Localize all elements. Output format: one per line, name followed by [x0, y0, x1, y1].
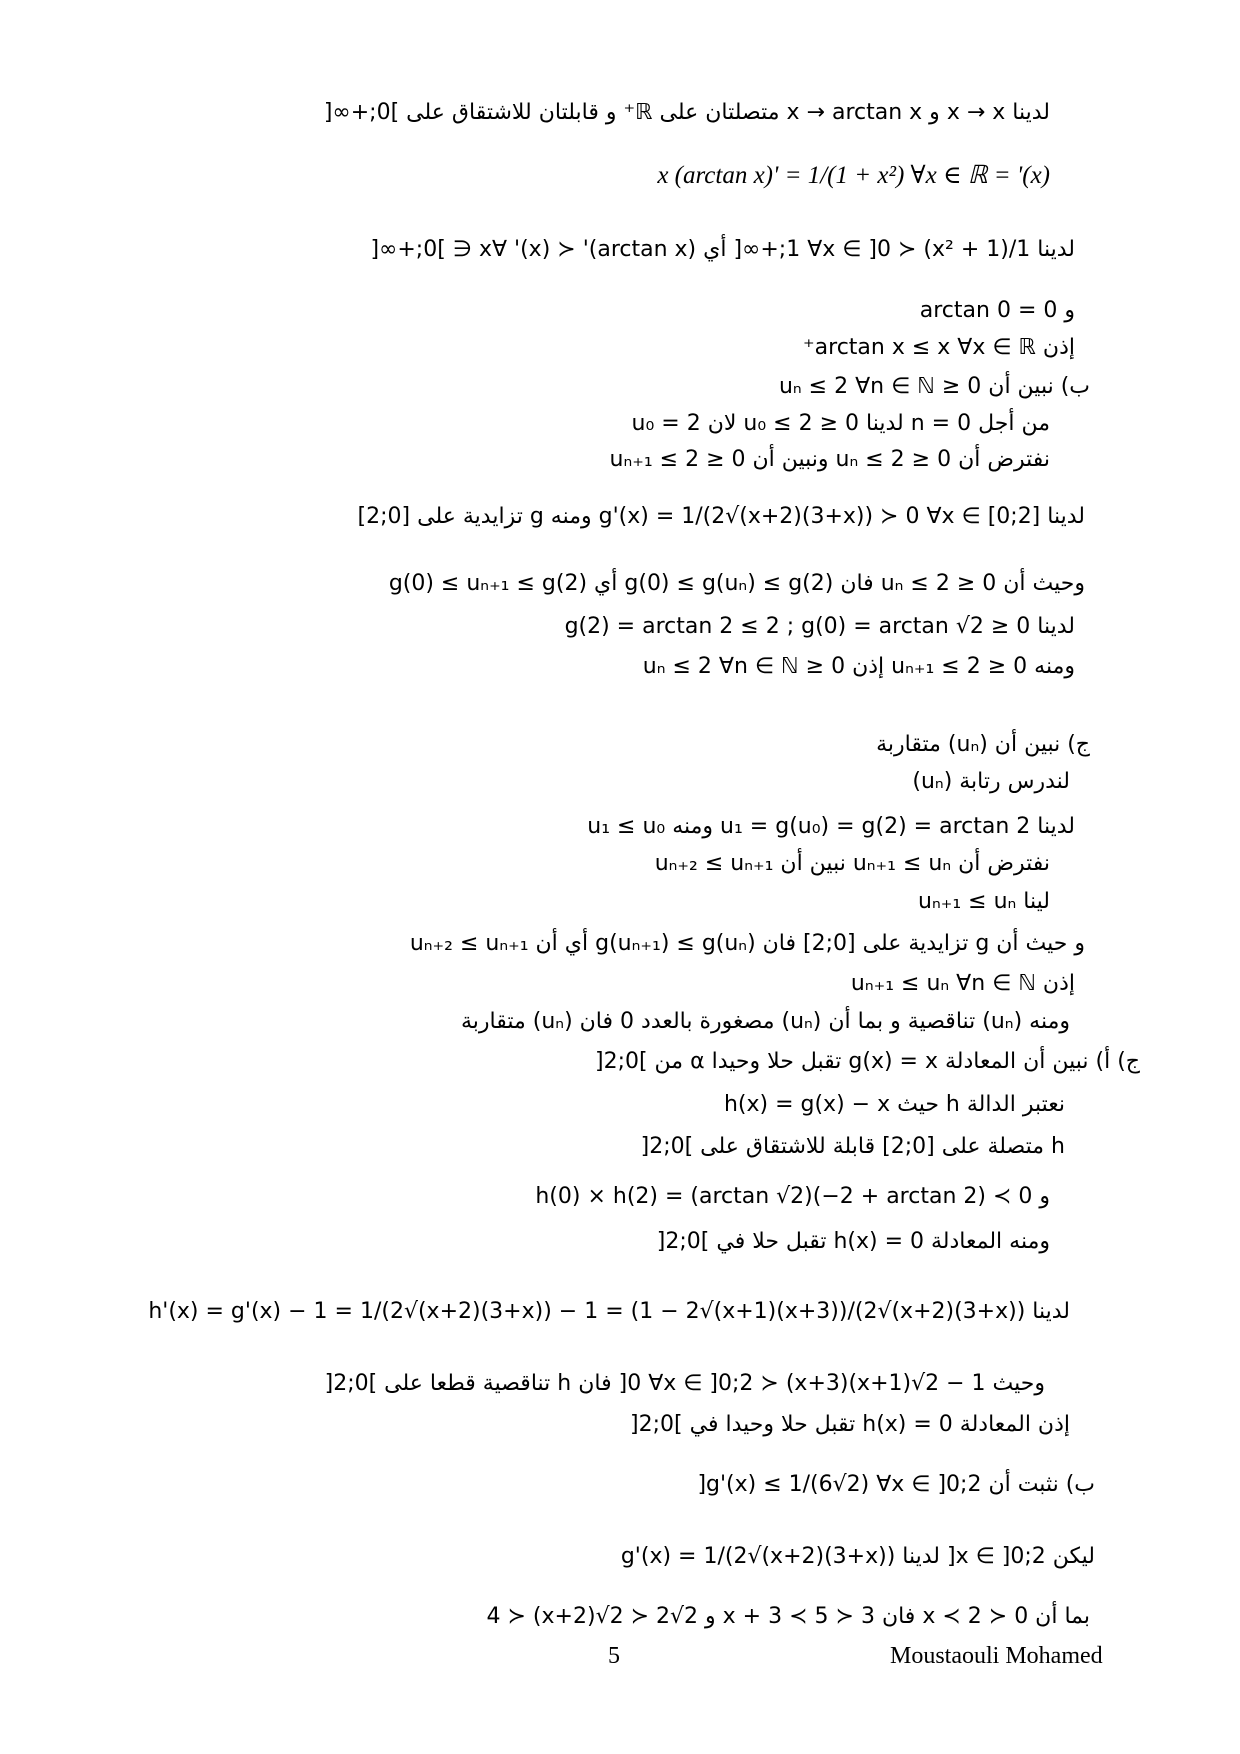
line-15: لدينا u₁ = g(u₀) = g(2) = arctan 2 ومنه u₁ ≤ u₀ — [587, 814, 1075, 839]
line-1: لدينا x → x و x → arctan x متصلتان على ℝ⁺ و قابلتان للاشتقاق على ]0;+∞[ — [323, 100, 1050, 125]
line-29: ب) نثبت أن g'(x) ≤ 1/(6√2) ∀x ∈ ]0;2[ — [697, 1472, 1095, 1497]
line-20: ومنه (uₙ) تناقصية و بما أن (uₙ) مصغورة بالعدد 0 فان (uₙ) متقاربة — [460, 1009, 1070, 1034]
line-7: من أجل n = 0 لدينا 0 ≤ u₀ ≤ 2 لان u₀ = 2 — [631, 411, 1050, 436]
line-9: لدينا g'(x) = 1/(2√(x+2)(3+x)) ≻ 0 ∀x ∈ [0;2] ومنه g تزايدية على [0;2] — [357, 504, 1085, 529]
line-19: إذن uₙ₊₁ ≤ uₙ ∀n ∈ ℕ — [850, 971, 1075, 996]
line-13: ج) نبين أن (uₙ) متقاربة — [876, 732, 1090, 757]
line-4: و arctan 0 = 0 — [919, 298, 1075, 323]
line-5: إذن arctan x ≤ x ∀x ∈ ℝ⁺ — [803, 335, 1075, 360]
line-16: نفترض أن uₙ₊₁ ≤ uₙ نبين أن uₙ₊₂ ≤ uₙ₊₁ — [654, 851, 1050, 876]
line-27: وحيث 1 − 2√(x+1)(x+3) ≺ 0 ∀x ∈ ]0;2[ فان h تناقصية قطعا على ]0;2[ — [324, 1371, 1045, 1396]
line-25: ومنه المعادلة h(x) = 0 تقبل حلا في ]0;2[ — [656, 1229, 1050, 1254]
line-26: لدينا h'(x) = g'(x) − 1 = 1/(2√(x+2)(3+x)) − 1 = (1 − 2√(x+1)(x+3))/(2√(x+2)(3+x)) — [148, 1299, 1070, 1324]
line-31: بما أن 0 ≺ x ≺ 2 فان 3 ≺ x + 3 ≺ 5 و 2√2 ≺ 2√(x+2) ≺ 4 — [486, 1604, 1090, 1629]
line-21: ج) أ) نبين أن المعادلة g(x) = x تقبل حلا وحيدا α من ]0;2[ — [594, 1049, 1140, 1074]
line-10: وحيث أن 0 ≤ uₙ ≤ 2 فان g(0) ≤ g(uₙ) ≤ g(2) أي g(0) ≤ uₙ₊₁ ≤ g(2) — [388, 571, 1085, 596]
line-3: لدينا 1/(1 + x²) ≺ 1 ∀x ∈ ]0;+∞[ أي (arctan x)' ≺ (x)' ∀x ∈ ]0;+∞[ — [370, 237, 1075, 262]
line-12: ومنه 0 ≤ uₙ₊₁ ≤ 2 إذن 0 ≤ uₙ ≤ 2 ∀n ∈ ℕ — [642, 654, 1075, 679]
line-8: نفترض أن 0 ≤ uₙ ≤ 2 ونبين أن 0 ≤ uₙ₊₁ ≤ 2 — [609, 447, 1050, 472]
line-6: ب) نبين أن 0 ≤ uₙ ≤ 2 ∀n ∈ ℕ — [778, 374, 1090, 399]
line-14: لندرس رتابة (uₙ) — [912, 769, 1070, 794]
line-30: ليكن x ∈ ]0;2[ لدينا g'(x) = 1/(2√(x+2)(3+x)) — [620, 1544, 1095, 1569]
line-11: لدينا g(2) = arctan 2 ≤ 2 ; g(0) = arctan √2 ≥ 0 — [564, 614, 1075, 639]
line-28: إذن المعادلة h(x) = 0 تقبل حلا وحيدا في ]0;2[ — [630, 1412, 1070, 1437]
line-18: و حيث أن g تزايدية على [0;2] فان g(uₙ₊₁) ≤ g(uₙ) أي أن uₙ₊₂ ≤ uₙ₊₁ — [409, 931, 1085, 956]
line-17: لينا uₙ₊₁ ≤ uₙ — [918, 889, 1050, 914]
line-22: نعتبر الدالة h حيث h(x) = g(x) − x — [723, 1092, 1065, 1117]
line-23: h متصلة على [0;2] قابلة للاشتقاق على ]0;2[ — [640, 1134, 1065, 1159]
line-24: و h(0) × h(2) = (arctan √2)(−2 + arctan 2) ≺ 0 — [535, 1184, 1050, 1209]
line-2: (x)' = x (arctan x)' = 1/(1 + x²) ∀x ∈ ℝ — [657, 162, 1050, 189]
page-number: 5 — [608, 1643, 620, 1669]
author-name: Moustaouli Mohamed — [890, 1643, 1103, 1669]
